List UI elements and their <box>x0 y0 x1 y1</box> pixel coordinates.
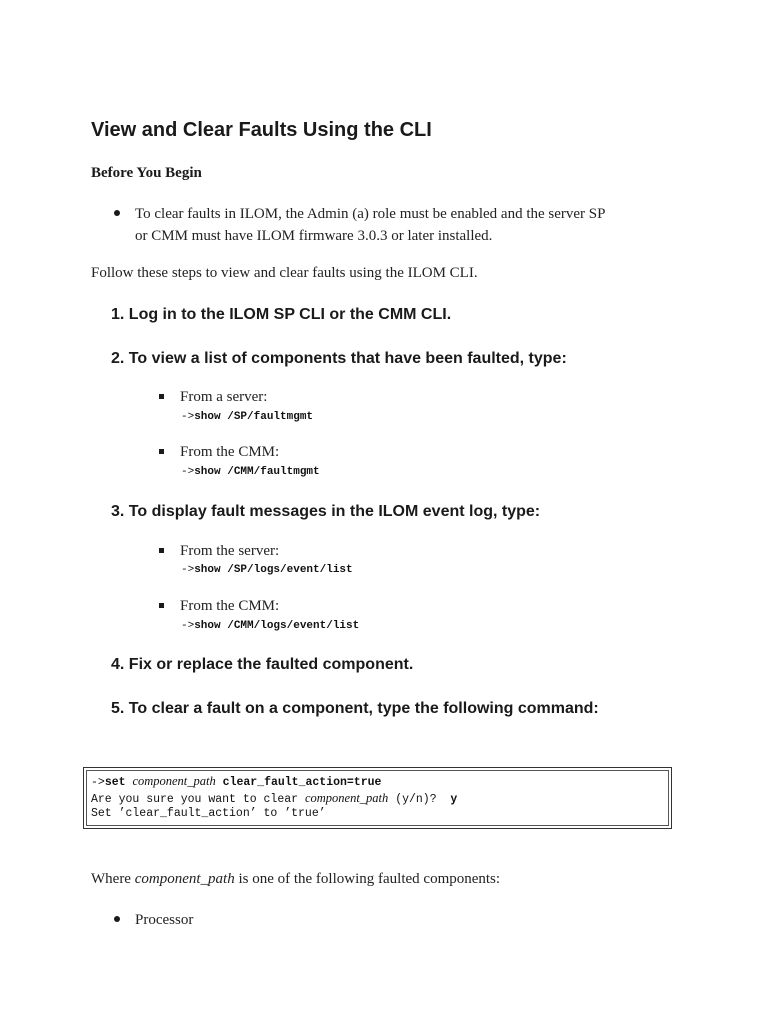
square-bullet <box>159 548 164 553</box>
code-line-2: Are you sure you want to clear component_path (y/n)? y <box>91 791 458 806</box>
step-1: 1. Log in to the ILOM SP CLI or the CMM CLI. <box>111 306 452 323</box>
step-3-item-2-command: ->show /CMM/logs/event/list <box>181 620 360 632</box>
step-2-item-2-text: From the CMM: <box>180 444 280 460</box>
code-line-1: ->set component_path clear_fault_action=true <box>91 774 382 789</box>
before-you-begin-heading: Before You Begin <box>91 165 202 181</box>
code-example-box <box>83 767 672 829</box>
step-2: 2. To view a list of components that have been faulted, type: <box>111 350 567 367</box>
square-bullet <box>159 394 164 399</box>
step-2-item-2-command: ->show /CMM/faultmgmt <box>181 466 320 478</box>
intro-text: Follow these steps to view and clear faults using the ILOM CLI. <box>91 265 478 281</box>
step-3-item-1-text: From the server: <box>180 543 280 559</box>
where-text: Where component_path is one of the following faulted components: <box>91 871 501 887</box>
step-2-item-1-text: From a server: <box>180 389 268 405</box>
code-line-3: Set ’clear_fault_action’ to ’true’ <box>91 807 326 820</box>
step-3-item-2-text: From the CMM: <box>180 598 280 614</box>
prereq-line-1: To clear faults in ILOM, the Admin (a) role must be enabled and the server SP <box>135 206 606 222</box>
step-3: 3. To display fault messages in the ILOM event log, type: <box>111 503 541 520</box>
step-4: 4. Fix or replace the faulted component. <box>111 656 414 673</box>
component-item: Processor <box>135 912 194 928</box>
step-2-item-1-command: ->show /SP/faultmgmt <box>181 411 314 423</box>
step-3-item-1-command: ->show /SP/logs/event/list <box>181 564 353 576</box>
page-title: View and Clear Faults Using the CLI <box>91 119 432 141</box>
square-bullet <box>159 603 164 608</box>
step-5: 5. To clear a fault on a component, type the following command: <box>111 700 599 717</box>
square-bullet <box>159 449 164 454</box>
prereq-line-2: or CMM must have ILOM firmware 3.0.3 or later installed. <box>135 228 493 244</box>
bullet-dot <box>114 210 120 216</box>
bullet-dot <box>114 916 120 922</box>
